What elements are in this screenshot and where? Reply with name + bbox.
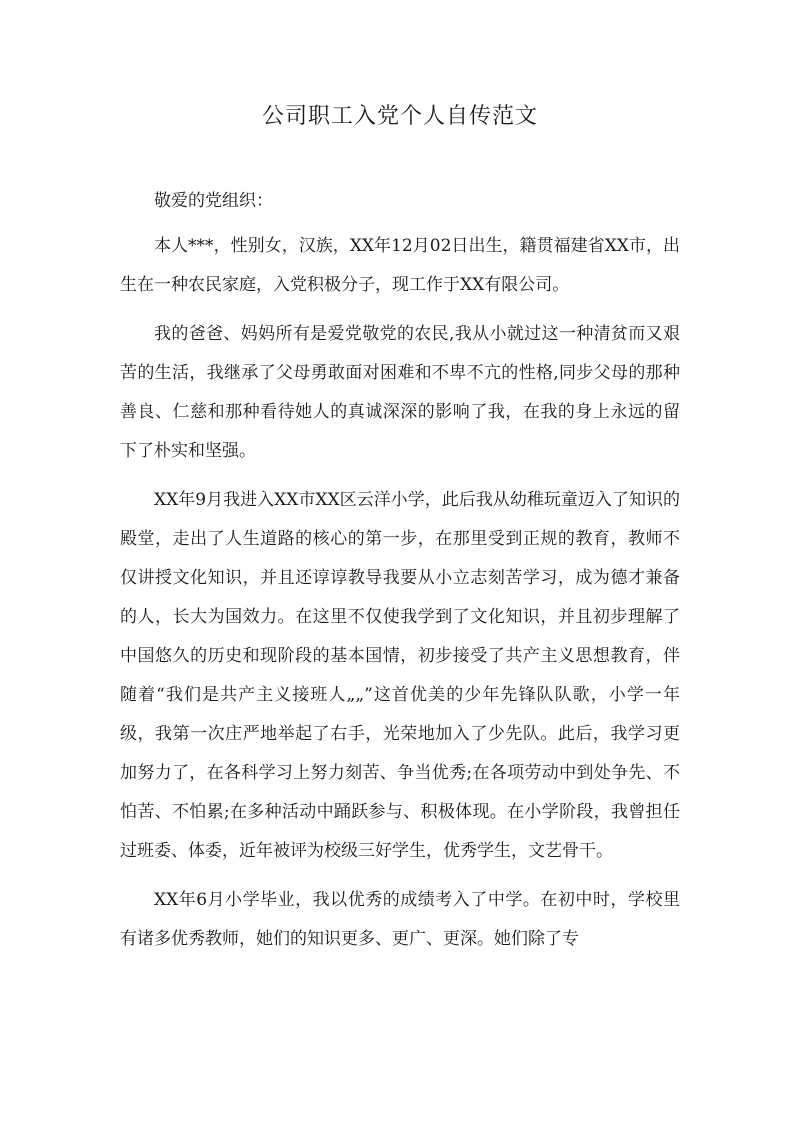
paragraph-middle-school: XX年6月小学毕业，我以优秀的成绩考入了中学。在初中时，学校里有诸多优秀教师，她们的知识更多、更广、更深。她们除了专: [120, 890, 680, 949]
document-title: 公司职工入党个人自传范文: [261, 104, 538, 129]
salutation: 敬爱的党组织：: [154, 191, 273, 211]
paragraph-personal-info: 本人***，性别女，汉族，XX年12月02日出生，籍贯福建省XX市，出生在一种农民家庭，入党积极分子，现工作于XX有限公司。: [120, 236, 680, 295]
paragraph-primary-school: XX年9月我进入XX市XX区云洋小学，此后我从幼稚玩童迈入了知识的殿堂，走出了人生道路的核心的第一步，在那里受到正规的教育，教师不仅讲授文化知识，并且还谆谆教导我要从小立志刻苦学习，成为德才兼备的人，长大为国效力。在这里不仅使我学到了文化知识，并且初步理解了中国悠久的历史和现阶段的基本国情，初步接受了共产主义思想教育，伴随着“我们是共产主义接班人„„”这首优美的少年先锋队队歌，小学一年级，我第一次庄严地举起了右手，光荣地加入了少先队。此后，我学习更加努力了，在各科学习上努力刻苦、争当优秀;在各项劳动中到处争先、不怕苦、不怕累;在多种活动中踊跃参与、积极体现。在小学阶段，我曾担任过班委、体委，近年被评为校级三好学生，优秀学生，文艺骨干。: [120, 490, 680, 861]
document-body: [120, 182, 680, 969]
paragraph-family-background: 我的爸爸、妈妈所有是爱党敬党的农民,我从小就过这一种清贫而又艰苦的生活，我继承了父母勇敢面对困难和不卑不亢的性格,同步父母的那种善良、仁慈和那种看待她人的真诚深深的影响了我，在我的身上永远的留下了朴实和坚强。: [120, 324, 680, 461]
